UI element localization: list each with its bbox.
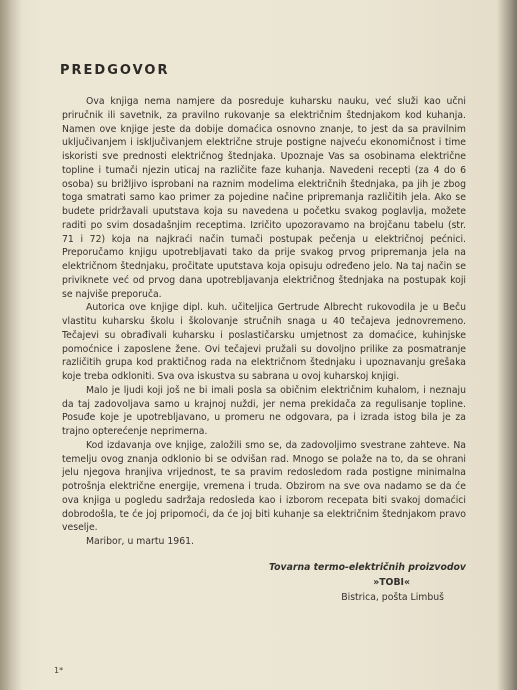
paragraph-publishing: Kod izdavanja ove knjige, založili smo se, da zadovoljimo svestrane zahteve. Na temelju ovog znanja odklonio bi se odvišan rad. Mnogo se polaže na to, da se ohrani jelu njegova hranjiva vrijednost, te sa pravim redosledom rada postigne minimalna potrošnja električne energije, vremena i truda. Obzirom na sve ova nadamo se da će ova knjiga u pogledu sadržaja redosleda kao i izborom recepata biti svakoj domaćici dobrodošla, te će joj pripomoći, da će joj biti kuhanje sa električnim štednjakom pravo veselje. [62, 439, 466, 534]
signature-place: Bistrica, pošta Limbuš [341, 592, 444, 603]
signature-company-name: »TOBI« [373, 577, 410, 588]
date-line: Maribor, u martu 1961. [86, 536, 194, 547]
page-title: PREDGOVOR [60, 63, 170, 78]
paragraph-kuhalo: Malo je ljudi koji još ne bi imali posla sa običnim električnim kuhalom, i neznaju da taj zadovoljava samo u krajnoj nuždi, jer nema prekidača za regulisanje topline. Posuđe koje je upotrebljavano, u promeru ne odgovara, pa i izrada istog bila je za trajno opterećenje neprimerna. [62, 384, 466, 437]
page-number: 1* [54, 666, 64, 675]
preface-body [62, 95, 466, 549]
signature-organization: Tovarna termo-električnih proizvodov [269, 562, 466, 573]
signature-block [62, 560, 466, 605]
paragraph-intro: Ova knjiga nema namjere da posreduje kuharsku nauku, već služi kao učni priručnik ili savetnik, za pravilno rukovanje sa električnim štednjakom kod kuhanja. Namen ove knjige jeste da dobije domaćica osnovno znanje, to jest da sa pravilnim uključivanjem i isključivanjem električne struje postigne najveću ekonomičnost i time iskoristi sve prednosti električnog štednjaka. Upoznaje Vas sa osobinama električne topline i tumači njezin uticaj na različite faze kuhanja. Navedeni recepti (za 4 do 6 osoba) su brižljivo isprobani na raznim modelima električnih štednjaka, pa jih je zbog toga smatrati samo kao primer za pojedine načine pripremanja različitih jela. Ako se budete pridržavali uputstava koja su navedena u početku svakog poglavlja, možete raditi po svim dosadašnjim receptima. Izričito upozoravamo na brojčanu tabelu (str. 71 i 72) koja na najkraći način tumači postupak pečenja u električnoj pećnici. Preporučamo knjigu upotrebljavati tako da prije svakog prvog pripremanja jela na električnom štednjaku, pročitate uputstava koja opisuju određeno jelo. Na taj način se priviknete već od prvog dana upotrebljavanja električnog štednjaka na postupak koji se najviše preporuča. [62, 96, 466, 300]
paragraph-author: Autorica ove knjige dipl. kuh. učiteljica Gertrude Albrecht rukovodila je u Beču vlastitu kuharsku školu i školovanje stručnih snaga u 40 tečajeva jednovremeno. Tečajevi su obrađivali kuharsku i poslastičarsku umjetnost za domaćice, kuhinjske pomoćnice i zaposlene žene. Ovi tečajevi pružali su dovoljno prilike za posmatranje različitih grupa kod praktičnog rada na električnom štednjaku i upoznavanju grešaka koje treba odkloniti. Sva ova iskustva su sabrana u ovoj kuharskoj knjigi. [62, 302, 466, 382]
